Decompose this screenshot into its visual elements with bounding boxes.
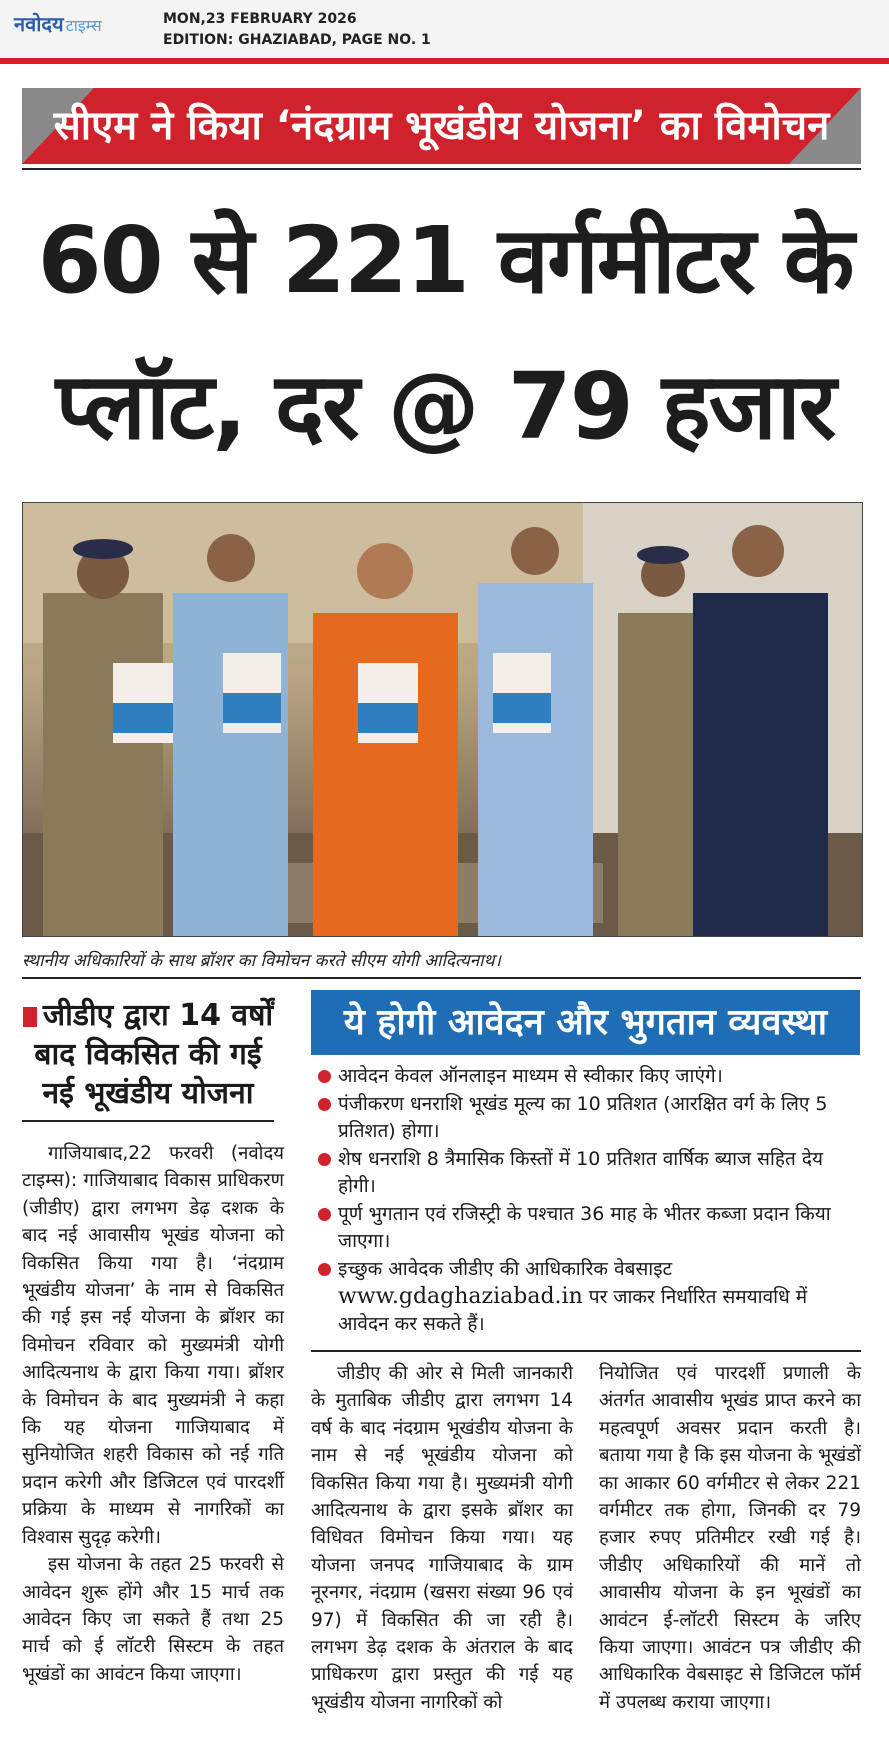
info-bullet-list — [316, 1063, 862, 1339]
article-column-2 — [311, 1360, 573, 1716]
article-column-3 — [599, 1360, 861, 1716]
bullet-dot-icon — [318, 1208, 331, 1221]
paragraph: इस योजना के तहत 25 फरवरी से आवेदन शुरू होंगे और 15 मार्च तक आवेदन किए जा सकते हैं तथा 25 मार्च को ई लॉटरी सिस्टम के तहत भूखंडों का आवंटन किया जाएगा। — [22, 1554, 284, 1685]
main-headline — [20, 188, 870, 480]
news-photo — [22, 502, 863, 937]
sub-headline: जीडीए द्वारा 14 वर्षों बाद विकसित की गई नई भूखंडीय योजना — [22, 996, 274, 1113]
red-square-icon — [23, 1007, 37, 1027]
photo-caption: स्थानीय अधिकारियों के साथ ब्रॉशर का विमोचन करते सीएम योगी आदित्यनाथ। — [22, 951, 501, 971]
masthead-bar — [0, 0, 889, 60]
paragraph: नियोजित एवं पारदर्शी प्रणाली के अंतर्गत आवासीय भूखंड प्राप्त करने का महत्वपूर्ण अवसर प्रदान करती है। बताया गया है कि इस योजना के भूखंडों का आकार 60 वर्गमीटर से लेकर 221 वर्गमीटर तक होगा, जिनकी दर 79 हजार रुपए प्रतिमीटर रखी गई है। जीडीए अधिकारियों की मानें तो आवासीय योजना के इन भूखंडों का आवंटन ई-लॉटरी सिस्टम के जरिए किया जाएगा। आवंटन पत्र जीडीए की आधिकारिक वेबसाइट से डिजिटल फॉर्म में उपलब्ध कराया जाएगा। — [599, 1363, 861, 1713]
list-item: शेष धनराशि 8 त्रैमासिक किस्तों में 10 प्रतिशत वार्षिक ब्याज सहित देय होगी। — [316, 1146, 862, 1200]
list-item: पूर्ण भुगतान एवं रजिस्ट्री के पश्चात 36 माह के भीतर कब्जा प्रदान किया जाएगा। — [316, 1201, 862, 1255]
bullet-dot-icon — [318, 1070, 331, 1083]
photo-illustration — [23, 503, 862, 936]
publish-date: MON,23 FEBRUARY 2026 — [163, 11, 357, 27]
article-column-1 — [22, 1140, 284, 1688]
bullet-dot-icon — [318, 1098, 331, 1111]
kicker-text: सीएम ने किया ‘नंदग्राम भूखंडीय योजना’ का विमोचन — [53, 103, 830, 149]
kicker-banner — [22, 88, 861, 168]
masthead-divider — [0, 58, 889, 64]
list-item: आवेदन केवल ऑनलाइन माध्यम से स्वीकार किए जाएंगे। — [316, 1063, 862, 1090]
list-item: इच्छुक आवेदक जीडीए की आधिकारिक वेबसाइट www.gdaghaziabad.in पर जाकर निर्धारित समयावधि में आवेदन कर सकते हैं। — [316, 1256, 862, 1338]
website-link[interactable]: www.gdaghaziabad.in — [338, 1284, 583, 1309]
headline-line-1: 60 से 221 वर्गमीटर के — [37, 207, 853, 314]
newspaper-logo[interactable]: नवोदय टाइम्स — [14, 12, 102, 36]
headline-line-2: प्लॉट, दर @ 79 हजार — [55, 353, 835, 460]
bullet-dot-icon — [318, 1263, 331, 1276]
edition-info — [163, 9, 431, 51]
paragraph: गाजियाबाद,22 फरवरी (नवोदय टाइम्स): गाजियाबाद विकास प्राधिकरण (जीडीए) द्वारा लगभग डेढ़ दशक के बाद नई आवासीय भूखंड योजना को विकसित किया गया है। ‘नंदग्राम भूखंडीय योजना’ के नाम से विकसित की गई इस नई योजना के ब्रॉशर का विमोचन रविवार को मुख्यमंत्री योगी आदित्यनाथ के द्वारा किया गया। ब्रॉशर के विमोचन के बाद मुख्यमंत्री ने कहा कि यह योजना गाजियाबाद में सुनियोजित शहरी विकास को नई गति प्रदान करेगी और डिजिटल एवं पारदर्शी प्रक्रिया के माध्यम से नागरिकों का विश्वास सुदृढ़ करेगी। — [22, 1143, 284, 1548]
paragraph: जीडीए की ओर से मिली जानकारी के मुताबिक जीडीए द्वारा लगभग 14 वर्ष के बाद नंदग्राम भूखंडीय योजना के नाम से नई भूखंडीय योजना को विकसित किया गया है। मुख्यमंत्री योगी आदित्यनाथ के द्वारा इसके ब्रॉशर का विधिवत विमोचन किया गया। यह योजना जनपद गाजियाबाद के ग्राम नूरनगर, नंदग्राम (खसरा संख्या 96 एवं 97) में विकसित की जा रही है। लगभग डेढ़ दशक के अंतराल के बाद प्राधिकरण द्वारा प्रस्तुत की गई यह भूखंडीय योजना नागरिकों को — [311, 1363, 573, 1713]
edition-label: EDITION: GHAZIABAD, PAGE NO. 1 — [163, 32, 431, 48]
info-box-title: ये होगी आवेदन और भुगतान व्यवस्था — [311, 990, 860, 1055]
list-item: पंजीकरण धनराशि भूखंड मूल्य का 10 प्रतिशत (आरक्षित वर्ग के लिए 5 प्रतिशत) होगा। — [316, 1091, 862, 1145]
bullet-dot-icon — [318, 1153, 331, 1166]
